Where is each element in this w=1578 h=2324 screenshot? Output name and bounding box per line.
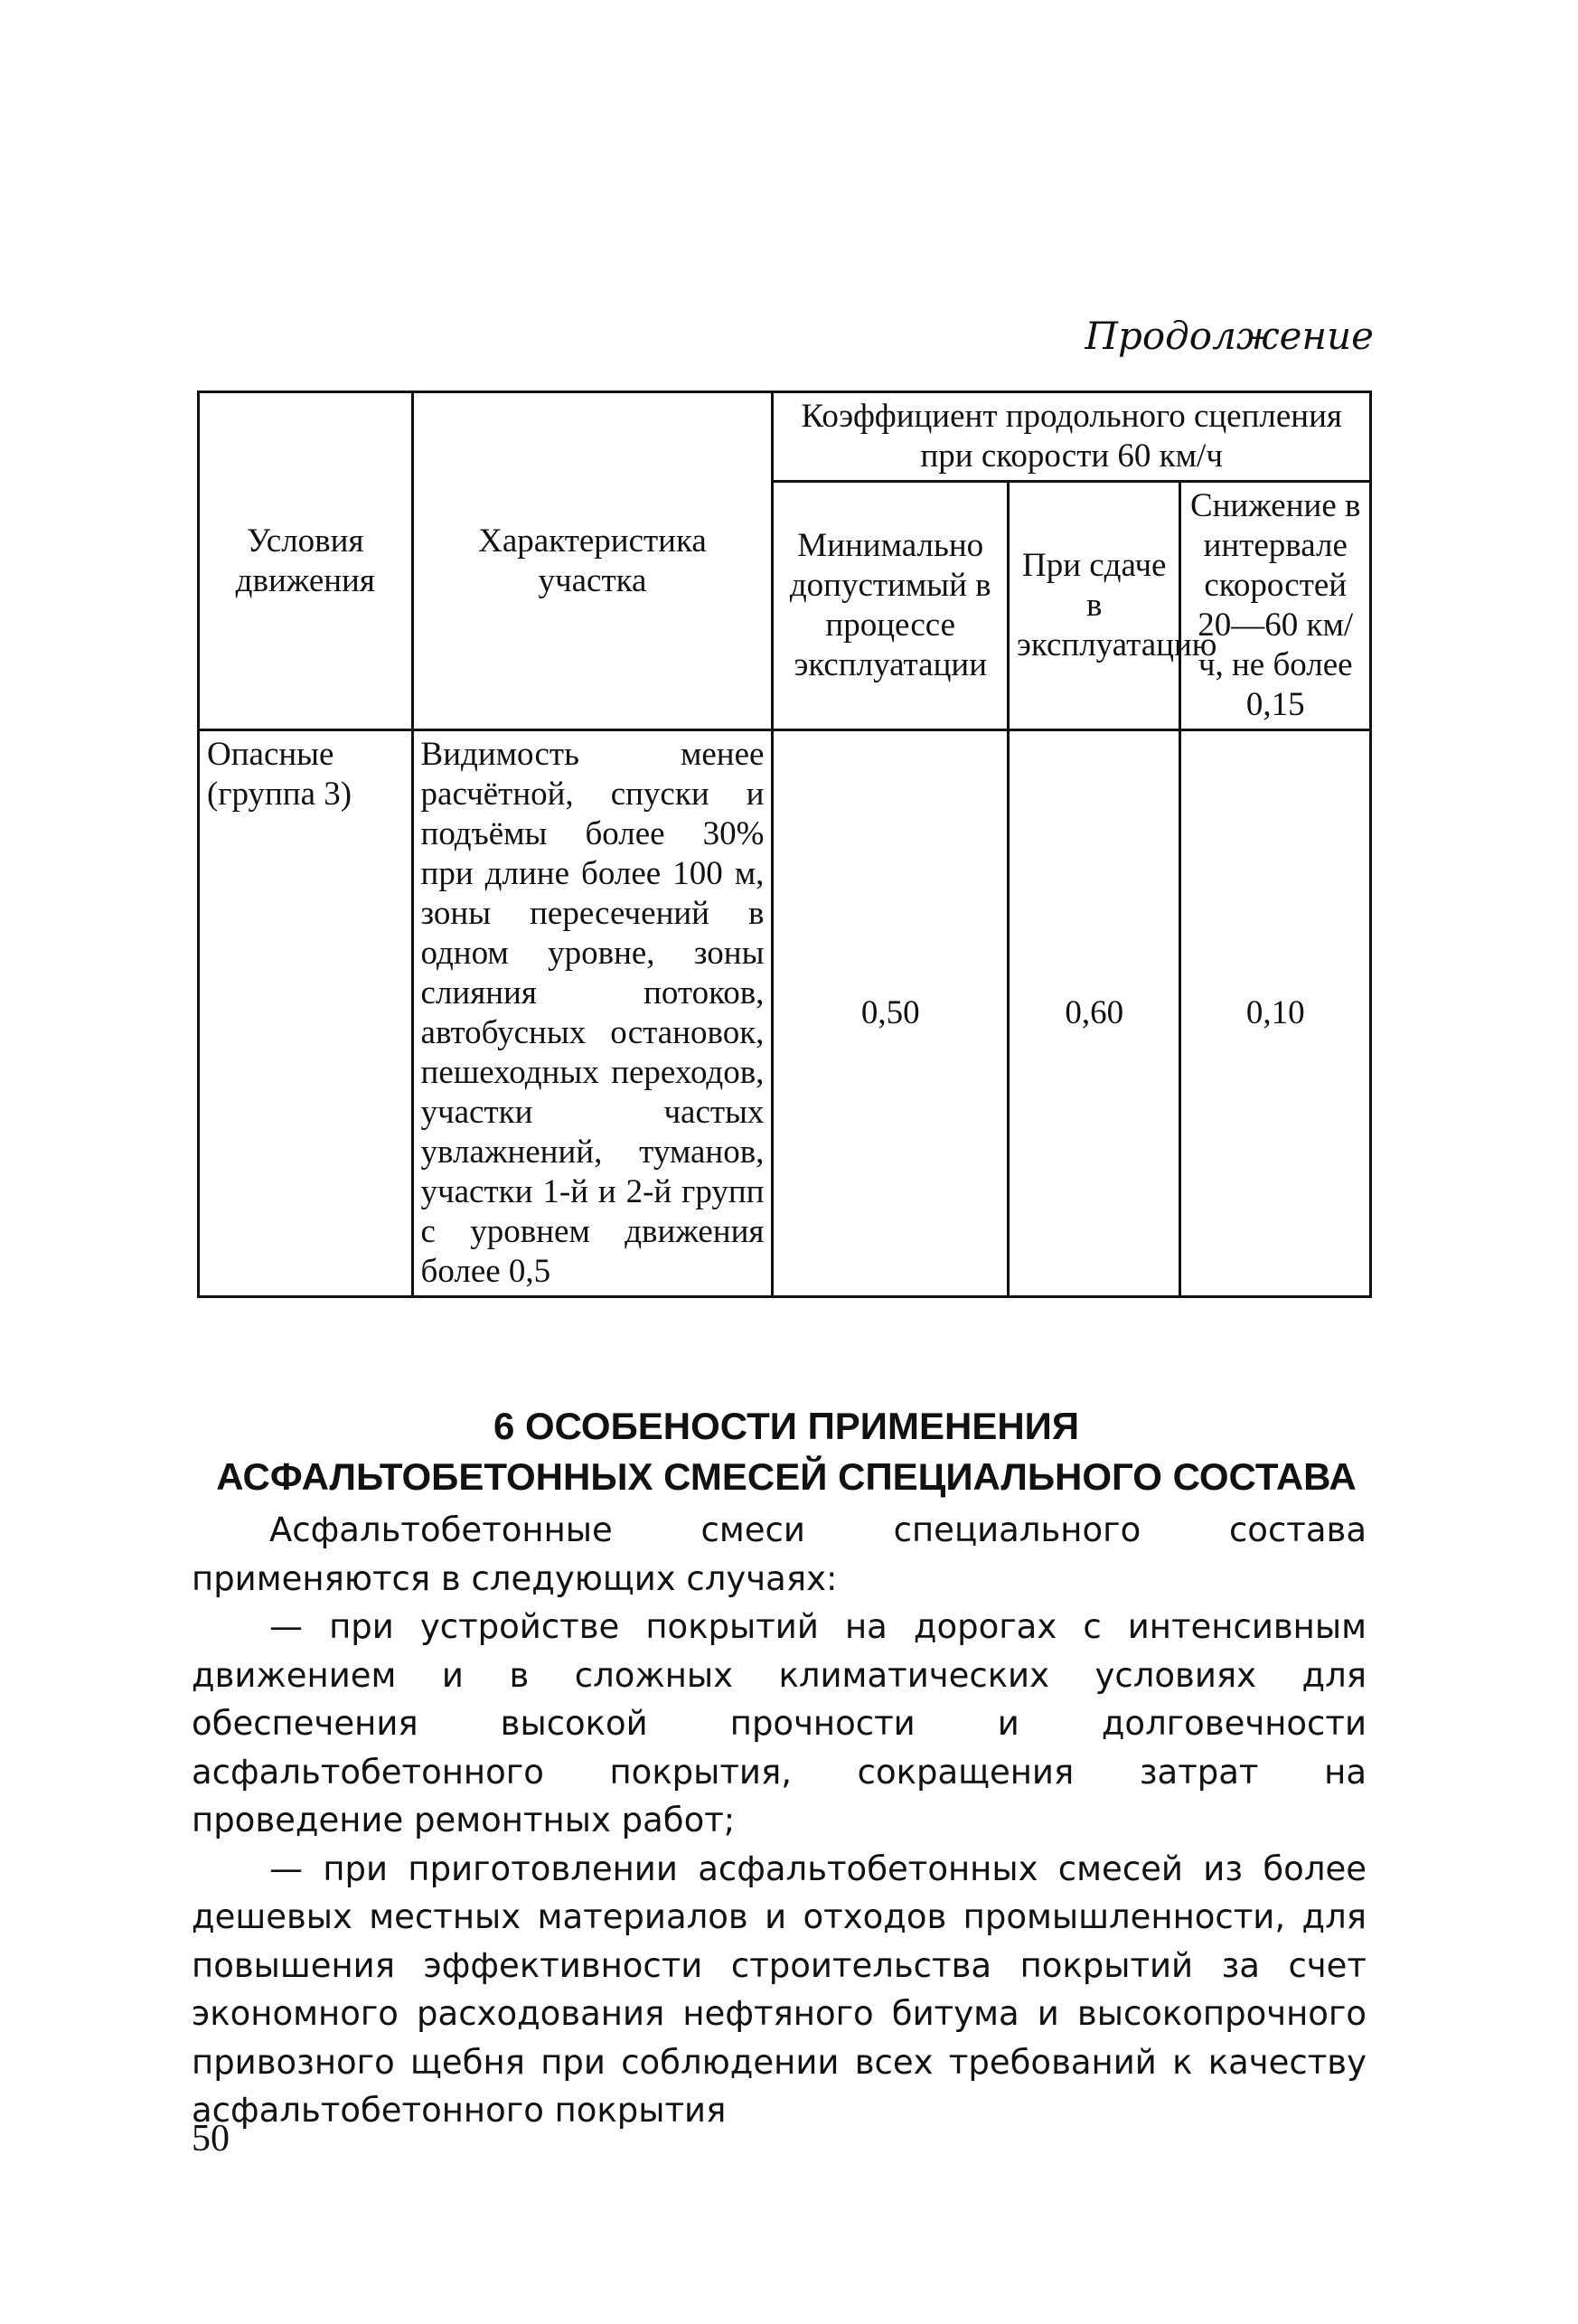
header-decrease: Снижение в интервале скоростей 20—60 км/ч, не более 0,15 <box>1180 482 1371 730</box>
paragraph-bullet-2: — при приготовлении асфальтобетонных смесей из более дешевых местных материалов и отходов промышленности, для повышения эффективности строительства покрытий за счет экономного расходования нефтяного битума и высокопрочного привозного щебня при соблюдении всех требований к качеству асфальтобетонного покрытия <box>192 1849 1367 2130</box>
cell-conditions: Опасные (группа 3) <box>199 730 413 1297</box>
header-conditions: Условия движения <box>199 392 413 730</box>
friction-coefficient-table <box>197 390 1372 1298</box>
section-title-line-2: АСФАЛЬТОБЕТОННЫХ СМЕСЕЙ СПЕЦИАЛЬНОГО СОСТАВА <box>216 1455 1357 1498</box>
cell-characteristic: Видимость менее расчётной, спуски и подъёмы более 30% при длине более 100 м, зоны пересечений в одном уровне, зоны слияния потоков, автобусных остановок, пешеходных переходов, участки частых увлажнений, туманов, участки 1-й и 2-й групп с уровнем движения более 0,5 <box>412 730 773 1297</box>
cell-at-commissioning: 0,60 <box>1009 730 1180 1297</box>
section-title-line-1: 6 ОСОБЕНОСТИ ПРИМЕНЕНИЯ <box>493 1405 1080 1447</box>
cell-decrease: 0,10 <box>1180 730 1371 1297</box>
body-text <box>192 1506 1367 2135</box>
table-row <box>199 730 1371 1297</box>
section-heading <box>181 1401 1392 1502</box>
header-at-commissioning: При сдаче в эксплуатацию <box>1009 482 1180 730</box>
cell-min-allowed: 0,50 <box>773 730 1009 1297</box>
header-min-allowed: Минимально допустимый в процессе эксплуатации <box>773 482 1009 730</box>
table-header-row <box>199 392 1371 482</box>
continuation-label: Продолжение <box>1085 314 1374 358</box>
page-number: 50 <box>192 2118 230 2159</box>
header-characteristic: Характеристика участка <box>412 392 773 730</box>
header-coefficient-group: Коэффициент продольного сцепления при скорости 60 км/ч <box>773 392 1371 482</box>
paragraph-intro: Асфальтобетонные смеси специального состава применяются в следующих случаях: <box>192 1510 1367 1598</box>
paragraph-bullet-1: — при устройстве покрытий на дорогах с интенсивным движением и в сложных климатических условиях для обеспечения высокой прочности и долговечности асфальтобетонного покрытия, сокращения затрат на проведение ремонтных работ; <box>192 1607 1367 1839</box>
